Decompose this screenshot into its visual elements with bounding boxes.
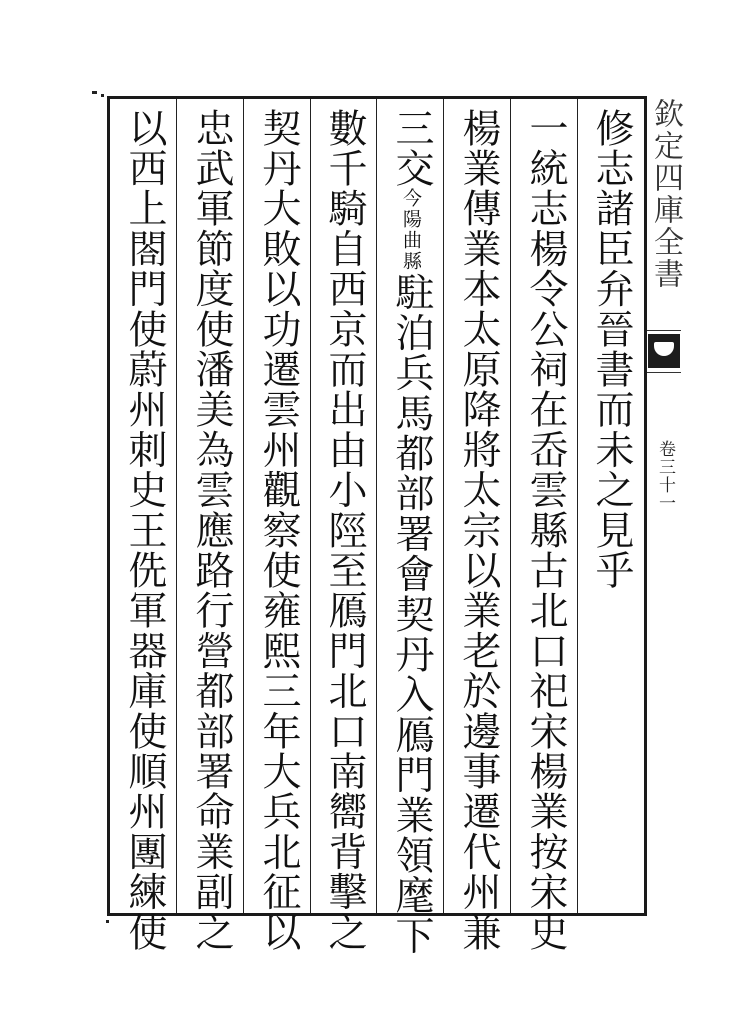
column-divider [577,99,578,913]
column-text-rest: 駐泊兵馬都部署會契丹入鴈門業領麾下 [389,272,434,956]
column-divider [376,99,377,913]
text-column-6 [251,108,305,953]
interlinear-note: 今陽曲縣 [400,188,422,273]
margin-rule [647,372,681,373]
text-column-2 [518,108,572,953]
book-title: 欽定四庫全書 [648,98,683,290]
ink-speck [101,94,104,97]
column-text: 契丹大敗以功遷雲州觀察使雍熙三年大兵北征以 [256,108,301,953]
column-text: 數千騎自西京而出由小陘至鴈門北口南嚮背擊之 [322,108,367,953]
ink-speck [92,91,97,94]
column-text: 修志諸臣弁晉書而未之見乎 [589,108,634,591]
column-text [384,108,438,956]
column-divider [443,99,444,913]
text-column-3 [451,108,505,953]
juan-number: 卷三十一 [655,440,675,512]
text-column-1 [584,108,638,908]
text-column-4 [384,108,438,956]
text-column-7 [184,108,238,953]
margin-rule [647,330,681,331]
column-divider [176,99,177,913]
column-divider [510,99,511,913]
column-text: 以西上閤門使蔚州刺史王侁軍器庫使順州團練使 [122,108,167,953]
text-column-5 [317,108,371,953]
column-text: 一統志楊令公祠在岙雲縣古北口祀宋楊業按宋史 [523,108,568,953]
column-text-lead: 三交 [389,108,434,189]
column-divider [310,99,311,913]
column-text: 忠武軍節度使潘美為雲應路行營都部署命業副之 [189,108,234,953]
ink-speck [106,920,109,923]
column-divider [243,99,244,913]
fish-tail-mark [648,334,680,368]
text-column-8 [117,108,171,953]
column-text: 楊業傳業本太原降將太宗以業老於邊事遷代州兼 [456,108,501,953]
